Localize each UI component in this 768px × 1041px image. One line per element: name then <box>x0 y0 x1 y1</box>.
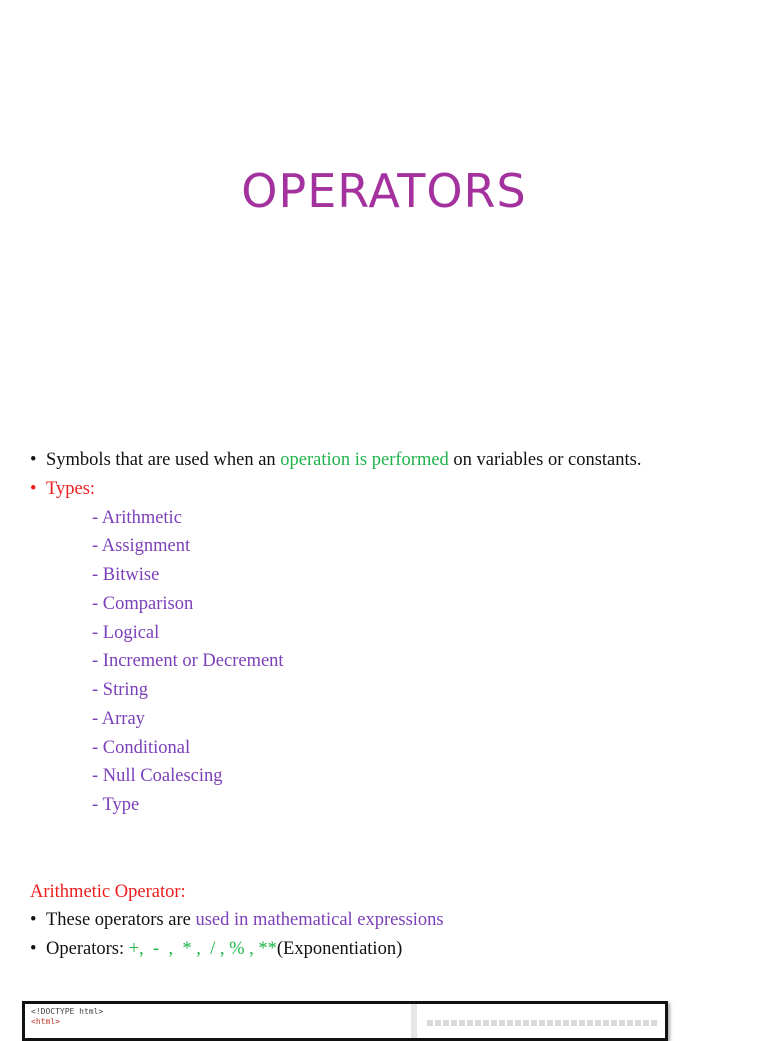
type-item-type: - Type <box>92 795 140 815</box>
code-line-html: <html> <box>31 1017 60 1026</box>
operators-label: Operators: <box>46 939 129 959</box>
type-item-conditional: - Conditional <box>92 738 191 758</box>
types-bullet: • <box>30 479 37 499</box>
type-item-comparison: - Comparison <box>92 594 194 614</box>
page-title: OPERATORS <box>241 164 527 218</box>
arithmetic-bullet-2: • <box>30 939 37 959</box>
intro-text-start: Symbols that are used when an <box>46 450 281 470</box>
code-output-preview <box>427 1020 657 1026</box>
operator-symbols: +, - , * , / , % , ** <box>128 939 277 959</box>
types-heading <box>30 477 95 501</box>
type-item-logical: - Logical <box>92 623 160 643</box>
intro-highlight: operation is performed <box>280 450 449 470</box>
code-divider <box>411 1004 417 1038</box>
arithmetic-heading: Arithmetic Operator: <box>30 882 186 902</box>
type-item-assignment: - Assignment <box>92 536 191 556</box>
types-label: Types: <box>46 479 96 499</box>
intro-text-end: on variables or constants. <box>448 450 642 470</box>
arithmetic-bullet-1: • <box>30 910 37 930</box>
arithmetic-operators-line <box>30 937 402 961</box>
type-item-string: - String <box>92 680 149 700</box>
code-screenshot <box>22 1001 668 1041</box>
type-item-increment-decrement: - Increment or Decrement <box>92 651 284 671</box>
arithmetic-description <box>30 908 444 932</box>
code-preview <box>31 1007 103 1027</box>
operators-suffix: (Exponentiation) <box>276 939 403 959</box>
type-item-bitwise: - Bitwise <box>92 565 160 585</box>
type-item-arithmetic: - Arithmetic <box>92 508 182 528</box>
intro-line <box>30 448 641 472</box>
type-item-array: - Array <box>92 709 145 729</box>
arithmetic-description-text: These operators are <box>46 910 196 930</box>
type-item-null-coalescing: - Null Coalescing <box>92 766 223 786</box>
code-line-doctype: <!DOCTYPE html> <box>31 1007 104 1016</box>
arithmetic-description-highlight: used in mathematical expressions <box>195 910 444 930</box>
intro-bullet: • <box>30 450 37 470</box>
